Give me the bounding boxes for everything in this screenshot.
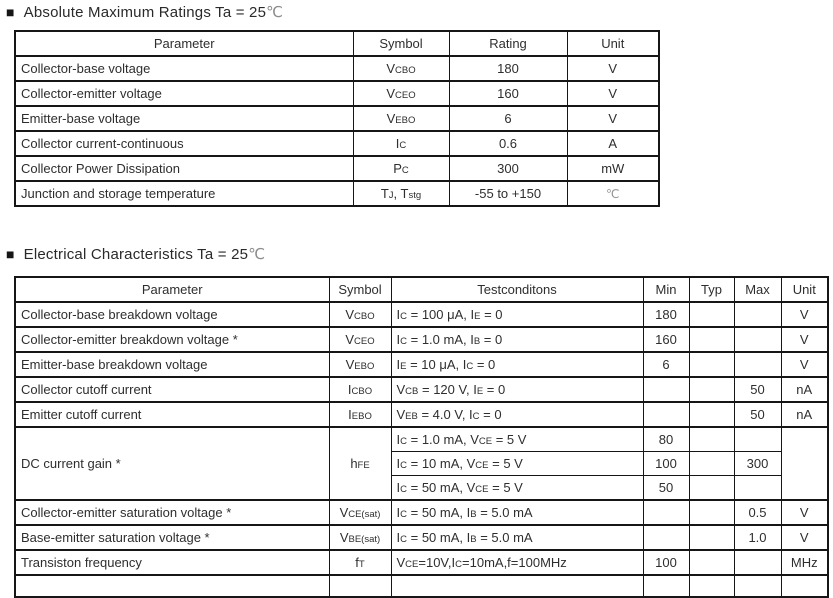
min-cell: 50 <box>643 476 689 501</box>
condition-cell: VCB = 120 V, IE = 0 <box>391 377 643 402</box>
electrical-table <box>14 276 829 598</box>
typ-cell <box>689 525 734 550</box>
min-cell: 100 <box>643 452 689 476</box>
parameter-cell: Base-emitter saturation voltage * <box>15 525 329 550</box>
typ-cell <box>689 500 734 525</box>
subscript-text: C <box>401 165 409 176</box>
column-header: Parameter <box>15 277 329 302</box>
symbol-cell: PC <box>353 156 449 181</box>
rating-cell: 6 <box>449 106 567 131</box>
subscript-text: EBO <box>351 411 372 422</box>
subscript-text: CBO <box>354 311 375 322</box>
empty-cell <box>643 575 689 597</box>
typ-cell <box>689 352 734 377</box>
unit-cell: V <box>567 56 659 81</box>
min-cell <box>643 377 689 402</box>
min-cell: 100 <box>643 550 689 575</box>
max-cell <box>734 327 781 352</box>
condition-cell: IC = 50 mA, IB = 5.0 mA <box>391 525 643 550</box>
table-row <box>15 156 659 181</box>
subscript-text: CB <box>405 386 419 397</box>
subscript-text: EBO <box>354 361 375 372</box>
rating-cell: 300 <box>449 156 567 181</box>
parameter-cell: Collector cutoff current <box>15 377 329 402</box>
typ-cell <box>689 377 734 402</box>
typ-cell <box>689 476 734 501</box>
symbol-cell: fT <box>329 550 391 575</box>
symbol-cell: VEBO <box>353 106 449 131</box>
rating-cell: 180 <box>449 56 567 81</box>
typ-cell <box>689 452 734 476</box>
unit-cell: nA <box>781 377 828 402</box>
table-row <box>15 377 828 402</box>
subscript-text: J <box>388 190 394 201</box>
condition-cell: IC = 1.0 mA, VCE = 5 V <box>391 427 643 452</box>
min-cell: 80 <box>643 427 689 452</box>
subscript-text: EBO <box>395 115 416 126</box>
parameter-cell: Collector current-continuous <box>15 131 353 156</box>
subscript-text: B <box>470 509 477 520</box>
table-row <box>15 131 659 156</box>
square-bullet-icon: ■ <box>6 246 15 262</box>
table-row <box>15 402 828 427</box>
table-row-cutoff <box>15 575 828 597</box>
parameter-cell: Junction and storage temperature <box>15 181 353 206</box>
rating-cell: -55 to +150 <box>449 181 567 206</box>
subscript-text: C <box>400 534 407 545</box>
typ-cell <box>689 327 734 352</box>
table-header-row <box>15 31 659 56</box>
subscript-text: stg <box>408 190 422 201</box>
symbol-cell: VCBO <box>329 302 391 327</box>
subscript-text: C <box>466 361 474 372</box>
table-row <box>15 106 659 131</box>
empty-cell <box>15 575 329 597</box>
subscript-text: CBO <box>395 65 416 76</box>
table-row <box>15 181 659 206</box>
subscript-text: CEO <box>354 336 375 347</box>
min-cell <box>643 500 689 525</box>
subscript-text: CE <box>405 559 419 570</box>
unit-cell: MHz <box>781 550 828 575</box>
subscript-text: BE(sat) <box>348 534 381 545</box>
subscript-text: EB <box>405 411 418 422</box>
unit-cell: V <box>781 302 828 327</box>
unit-cell: V <box>781 525 828 550</box>
column-header: Unit <box>781 277 828 302</box>
table-row <box>15 56 659 81</box>
empty-cell <box>781 575 828 597</box>
symbol-cell: VCBO <box>353 56 449 81</box>
subscript-text: CEO <box>395 90 416 101</box>
parameter-cell: Emitter cutoff current <box>15 402 329 427</box>
min-cell: 180 <box>643 302 689 327</box>
subscript-text: CBO <box>351 386 373 397</box>
condition-cell: IC = 1.0 mA, IB = 0 <box>391 327 643 352</box>
parameter-cell: Collector-base breakdown voltage <box>15 302 329 327</box>
unit-cell <box>781 427 828 500</box>
symbol-cell: VEBO <box>329 352 391 377</box>
max-cell <box>734 476 781 501</box>
symbol-cell: ICBO <box>329 377 391 402</box>
table-row <box>15 550 828 575</box>
min-cell <box>643 525 689 550</box>
condition-cell: IC = 10 mA, VCE = 5 V <box>391 452 643 476</box>
column-header: Testconditons <box>391 277 643 302</box>
subscript-text: CE <box>478 436 493 447</box>
subscript-text: C <box>400 484 407 495</box>
parameter-cell: DC current gain * <box>15 427 329 500</box>
subscript-text: CE <box>475 460 489 471</box>
parameter-cell: Collector Power Dissipation <box>15 156 353 181</box>
parameter-cell: Emitter-base breakdown voltage <box>15 352 329 377</box>
subscript-text: E <box>474 311 481 322</box>
subscript-text: C <box>400 311 407 322</box>
subscript-text: CE <box>475 484 489 495</box>
condition-cell: VEB = 4.0 V, IC = 0 <box>391 402 643 427</box>
min-cell: 160 <box>643 327 689 352</box>
typ-cell <box>689 550 734 575</box>
column-header: Typ <box>689 277 734 302</box>
symbol-cell: TJ, Tstg <box>353 181 449 206</box>
parameter-cell: Collector-base voltage <box>15 56 353 81</box>
symbol-cell: VCE(sat) <box>329 500 391 525</box>
min-cell: 6 <box>643 352 689 377</box>
typ-cell <box>689 427 734 452</box>
parameter-cell: Emitter-base voltage <box>15 106 353 131</box>
parameter-cell: Collector-emitter breakdown voltage * <box>15 327 329 352</box>
subscript-text: B <box>470 534 477 545</box>
max-cell <box>734 352 781 377</box>
subscript-text: FE <box>357 460 370 471</box>
symbol-cell: VCEO <box>353 81 449 106</box>
rating-cell: 0.6 <box>449 131 567 156</box>
column-header: Max <box>734 277 781 302</box>
symbol-cell: hFE <box>329 427 391 500</box>
max-cell <box>734 550 781 575</box>
subscript-text: B <box>473 336 481 347</box>
parameter-cell: Collector-emitter saturation voltage * <box>15 500 329 525</box>
unit-cell: A <box>567 131 659 156</box>
column-header: Symbol <box>353 31 449 56</box>
abs-max-table <box>14 30 660 207</box>
column-header: Rating <box>449 31 567 56</box>
celsius-symbol: ℃ <box>248 245 266 263</box>
subscript-text: E <box>476 386 484 397</box>
max-cell: 50 <box>734 402 781 427</box>
max-cell: 0.5 <box>734 500 781 525</box>
subscript-text: C <box>400 436 407 447</box>
subscript-text: CE(sat) <box>348 509 381 520</box>
subscript-text: C <box>472 411 480 422</box>
table-row <box>15 81 659 106</box>
condition-cell: VCE=10V,IC=10mA,f=100MHz <box>391 550 643 575</box>
max-cell: 1.0 <box>734 525 781 550</box>
table-row <box>15 302 828 327</box>
table-row <box>15 500 828 525</box>
condition-cell: IC = 50 mA, IB = 5.0 mA <box>391 500 643 525</box>
table-header-row <box>15 277 828 302</box>
empty-cell <box>689 575 734 597</box>
column-header: Symbol <box>329 277 391 302</box>
unit-cell: mW <box>567 156 659 181</box>
parameter-cell: Collector-emitter voltage <box>15 81 353 106</box>
max-cell: 50 <box>734 377 781 402</box>
subscript-text: E <box>400 361 407 372</box>
empty-cell <box>734 575 781 597</box>
typ-cell <box>689 402 734 427</box>
max-cell <box>734 302 781 327</box>
electrical-title-text: Electrical Characteristics Ta = 25 <box>23 246 249 263</box>
table-subrow <box>15 427 828 452</box>
unit-cell: V <box>781 352 828 377</box>
empty-cell <box>329 575 391 597</box>
condition-cell: IE = 10 μA, IC = 0 <box>391 352 643 377</box>
unit-cell: V <box>567 81 659 106</box>
parameter-cell: Transiston frequency <box>15 550 329 575</box>
symbol-cell: IEBO <box>329 402 391 427</box>
condition-cell: IC = 100 μA, IE = 0 <box>391 302 643 327</box>
min-cell <box>643 402 689 427</box>
abs-max-title-text: Absolute Maximum Ratings Ta = 25 <box>23 4 267 21</box>
electrical-title <box>6 245 265 263</box>
subscript-text: C <box>400 460 407 471</box>
unit-cell: V <box>781 327 828 352</box>
empty-cell <box>391 575 643 597</box>
typ-cell <box>689 302 734 327</box>
table-row <box>15 525 828 550</box>
table-row <box>15 352 828 377</box>
unit-cell: V <box>567 106 659 131</box>
subscript-text: C <box>399 140 407 151</box>
subscript-text: T <box>358 559 365 570</box>
subscript-text: C <box>400 509 407 520</box>
unit-cell: nA <box>781 402 828 427</box>
square-bullet-icon: ■ <box>6 4 15 20</box>
column-header: Unit <box>567 31 659 56</box>
max-cell <box>734 427 781 452</box>
column-header: Min <box>643 277 689 302</box>
symbol-cell: VBE(sat) <box>329 525 391 550</box>
symbol-cell: IC <box>353 131 449 156</box>
column-header: Parameter <box>15 31 353 56</box>
unit-cell: V <box>781 500 828 525</box>
celsius-symbol: ℃ <box>266 3 284 21</box>
condition-cell: IC = 50 mA, VCE = 5 V <box>391 476 643 501</box>
symbol-cell: VCEO <box>329 327 391 352</box>
max-cell: 300 <box>734 452 781 476</box>
table-row <box>15 327 828 352</box>
subscript-text: C <box>455 559 463 570</box>
rating-cell: 160 <box>449 81 567 106</box>
abs-max-title <box>6 3 283 21</box>
unit-cell: ℃ <box>567 181 659 206</box>
subscript-text: C <box>400 336 407 347</box>
